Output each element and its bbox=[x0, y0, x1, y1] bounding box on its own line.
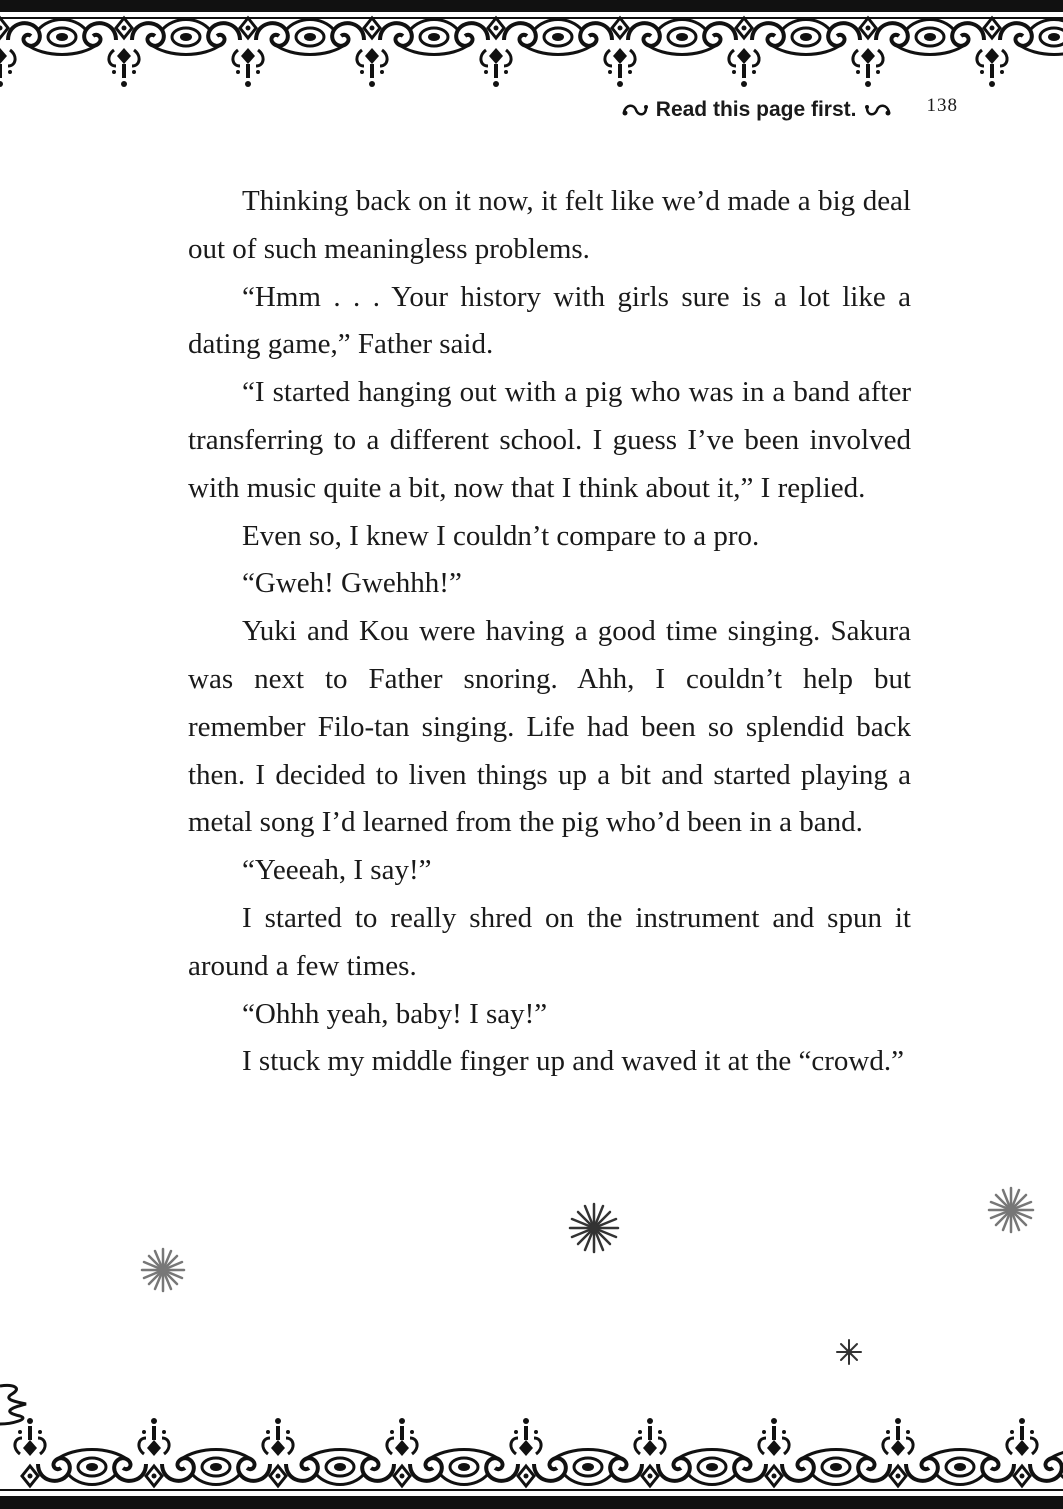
paragraph: Yuki and Kou were having a good time singing. Sakura was next to Father snoring. Ahh, I couldn’t help but remember Filo-tan singing. Life had been so splendid back then. I decided to liven things up a bit and started playing a metal song I’d learned from the pig who’d been in a band. bbox=[188, 615, 911, 839]
paragraph: “I started hanging out with a pig who was in a band after transferring to a different school. I guess I’ve been involved with music quite a bit, now that I think about it,” I replied. bbox=[188, 376, 911, 504]
scroll-border-icon bbox=[0, 0, 1063, 92]
running-header bbox=[622, 95, 958, 122]
sparkle-icon bbox=[140, 1247, 186, 1293]
top-ornamental-border bbox=[0, 0, 1063, 92]
paragraph: “Hmm . . . Your history with girls sure is a lot like a dating game,” Father said. bbox=[188, 280, 911, 361]
scroll-border-icon bbox=[0, 1412, 1063, 1509]
paragraph: “Gweh! Gwehhh!” bbox=[242, 567, 462, 600]
bottom-ornamental-border bbox=[0, 1412, 1063, 1509]
paragraph: Thinking back on it now, it felt like we’d made a big deal out of such meaningless problems. bbox=[188, 185, 911, 265]
sparkle-icon bbox=[568, 1202, 620, 1254]
sparkle-icon bbox=[836, 1339, 862, 1365]
header-title: Read this page first. bbox=[655, 98, 857, 121]
paragraph: “Ohhh yeah, baby! I say!” bbox=[242, 997, 548, 1030]
page-number: 138 bbox=[926, 95, 958, 116]
sparkle-icon bbox=[987, 1186, 1035, 1234]
paragraph: I stuck my middle finger up and waved it at the “crowd.” bbox=[242, 1045, 904, 1078]
swirl-flourish-icon bbox=[622, 102, 648, 118]
body-text bbox=[188, 178, 911, 1086]
paragraph: I started to really shred on the instrument and spun it around a few times. bbox=[188, 901, 911, 982]
paragraph: Even so, I knew I couldn’t compare to a pro. bbox=[242, 519, 760, 552]
paragraph: “Yeeeah, I say!” bbox=[242, 854, 432, 887]
swirl-flourish-icon bbox=[865, 102, 891, 118]
